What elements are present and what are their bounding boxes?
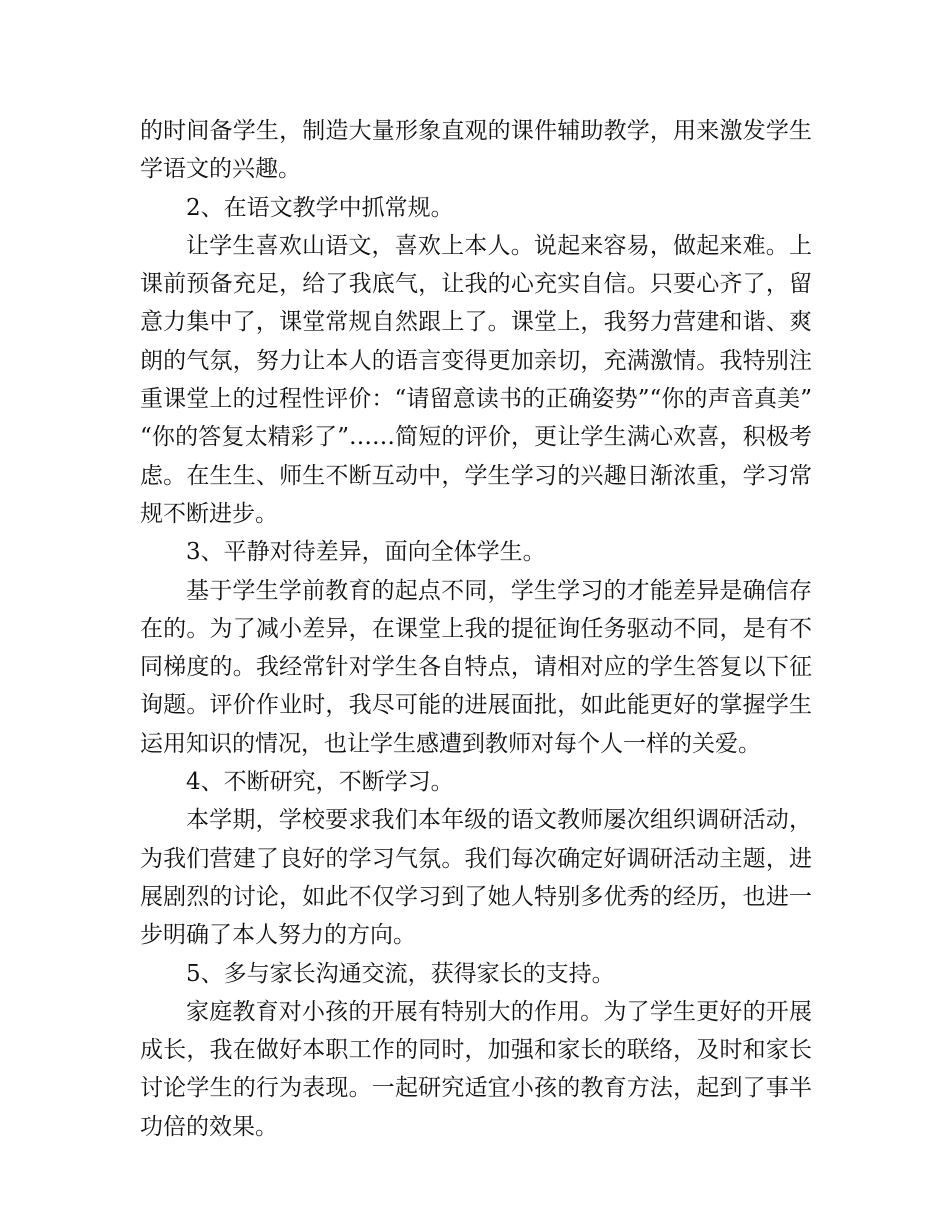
section-heading-2: 2、在语文教学中抓常规。 xyxy=(186,194,454,221)
paragraph-research: 本学期，学校要求我们本年级的语文教师屡次组织调研活动，为我们营建了良好的学习气氛。我们每次确定好调研活动主题，进展剧烈的讨论，如此不仅学习到了她人特别多优秀的经历，也进一步明确了本人努力的方向。 xyxy=(140,807,812,949)
paragraph-parents: 家庭教育对小孩的开展有特别大的作用。为了学生更好的开展成长，我在做好本职工作的同时，加强和家长的联络，及时和家长讨论学生的行为表现。一起研究适宜小孩的教育方法，起到了事半功倍的效果。 xyxy=(140,998,812,1140)
section-heading-4: 4、不断研究，不断学习。 xyxy=(186,769,454,796)
document-body xyxy=(140,112,812,1146)
section-heading-3: 3、平静对待差异，面向全体学生。 xyxy=(186,539,546,566)
paragraph-classroom-routine: 让学生喜欢山语文，喜欢上本人。说起来容易，做起来难。上课前预备充足，给了我底气，让我的心充实自信。只要心齐了，留意力集中了，课堂常规自然跟上了。课堂上，我努力营建和谐、爽朗的气氛，努力让本人的语言变得更加亲切，充满激情。我特别注重课堂上的过程性评价：“请留意读书的正确姿势”“你的声音真美”“你的答复太精彩了”……简短的评价，更让学生满心欢喜，积极考虑。在生生、师生不断互动中，学生学习的兴趣日渐浓重，学习常规不断进步。 xyxy=(140,232,812,527)
paragraph-continuation: 的时间备学生，制造大量形象直观的课件辅助教学，用来激发学生学语文的兴趣。 xyxy=(140,118,812,183)
section-heading-5: 5、多与家长沟通交流，获得家长的支持。 xyxy=(186,960,615,987)
paragraph-differences: 基于学生学前教育的起点不同，学生学习的才能差异是确信存在的。为了减小差异，在课堂上我的提征询任务驱动不同，是有不同梯度的。我经常针对学生各自特点，请相对应的学生答复以下征询题。评价作业时，我尽可能的进展面批，如此能更好的掌握学生运用知识的情况，也让学生感遭到教师对每个人一样的关爱。 xyxy=(140,577,812,757)
